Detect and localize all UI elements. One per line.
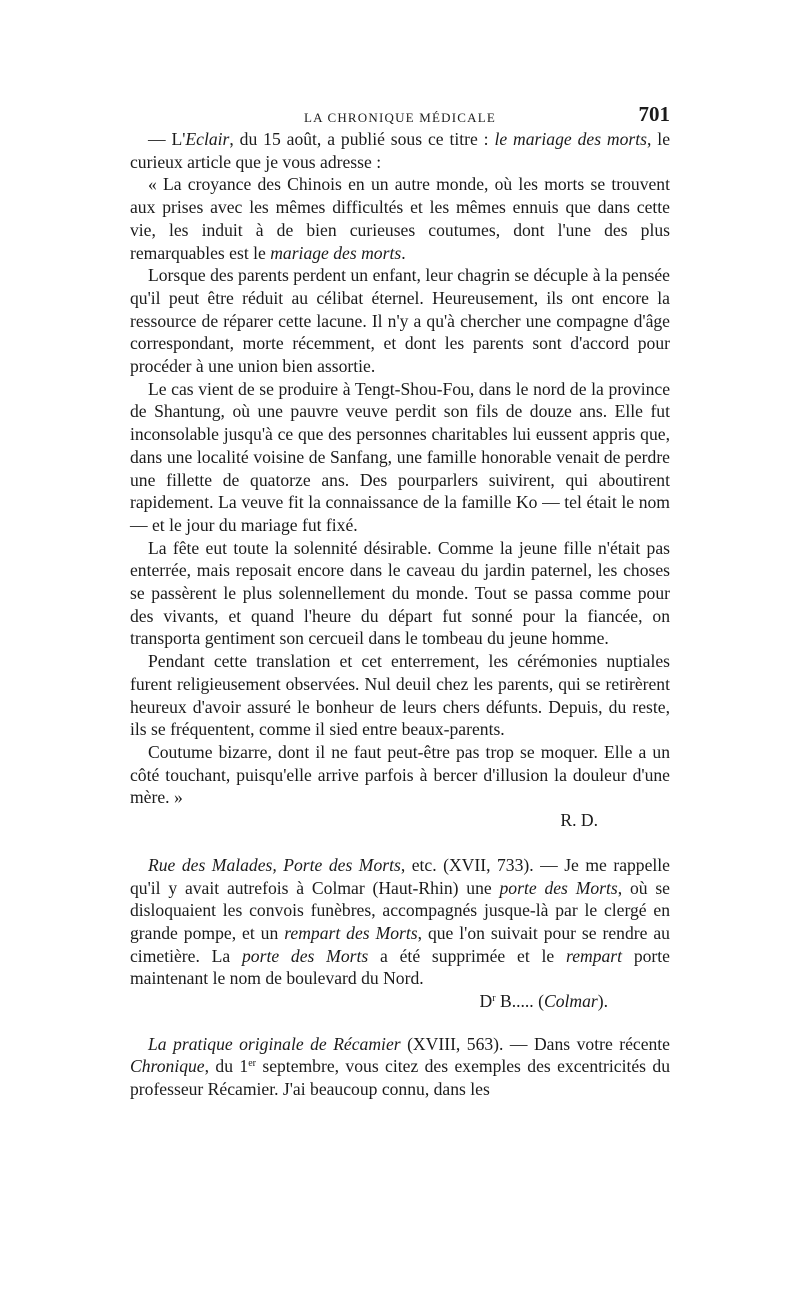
text-span: porte maintenant le nom de boulevard du Nord. bbox=[130, 945, 670, 989]
text-span: a été supprimée et le bbox=[368, 945, 566, 966]
text-span: , où se disloquaient les convois funèbres, accompagnés jusque-là par le clergé en grande pompe, et un bbox=[130, 877, 670, 943]
article1-quote-paragraph-4: La fête eut toute la solennité désirable. Comme la jeune fille n'était pas enterrée, mais reposait encore dans le caveau du jardin paternel, les choses se passèrent le plus solennellement du monde. Tout se passa comme pour des vivants, et quand l'heure du départ fut sonné pour la fiancée, on transporta gentiment son cercueil dans le tombeau du jeune homme. bbox=[130, 537, 670, 649]
italic-phrase: rempart bbox=[566, 945, 623, 966]
article-title: le mariage des morts bbox=[494, 129, 648, 149]
italic-phrase: porte des Morts bbox=[499, 877, 618, 898]
italic-phrase: rempart des Morts bbox=[284, 922, 418, 943]
text-span: D bbox=[479, 991, 493, 1012]
article1-quote-paragraph-5: Pendant cette translation et cet enterrement, les cérémonies nuptiales furent religieusement observées. Nul deuil chez les parents, qui se retirèrent heureux d'avoir assuré le bonheur de leurs chers défunts. Depuis, du reste, ils se fréquentent, comme il sied entre beaux-parents. bbox=[130, 651, 670, 740]
page-body bbox=[130, 128, 670, 1101]
superscript: r bbox=[492, 993, 496, 1005]
text-span: (XVIII, 563). — Dans votre récente bbox=[400, 1033, 670, 1054]
running-title: LA CHRONIQUE MÉDICALE bbox=[303, 110, 497, 125]
page-number: 701 bbox=[638, 102, 670, 126]
article2-paragraph bbox=[130, 854, 670, 990]
text-span: « La croyance des Chinois en un autre monde, où les morts se trouvent aux prises avec les mêmes difficultés et les mêmes ennuis que dans cette vie, les induit à de bien curieuses coutumes, dont l'une des plus remarquables est le bbox=[130, 174, 670, 263]
article1-quote-paragraph-1 bbox=[130, 173, 670, 264]
text-span: , que l'on suivait pour se rendre au cimetière. La bbox=[130, 922, 670, 966]
italic-phrase: porte des Morts bbox=[242, 945, 369, 966]
italic-phrase: mariage des morts bbox=[270, 242, 402, 263]
article1-quote-paragraph-3: Le cas vient de se produire à Tengt-Shou-Fou, dans le nord de la province de Shantung, où une pauvre veuve perdit son fils de douze ans. Elle fut inconsolable jusqu'à ce que des personnes charitables lui eussent appris que, dans une localité voisine de Sanfang, une famille honorable venait de perdre une fillette de quatorze ans. Des pourparlers suivirent, qui aboutirent rapidement. La veuve fit la connaissance de la famille Ko — tel était le nom — et le jour du mariage fut fixé. bbox=[130, 378, 670, 535]
text-span: , etc. (XVII, 733). — Je me rappelle qu'il y avait autrefois à Colmar (Haut-Rhin) une bbox=[130, 854, 670, 898]
text-span: . bbox=[401, 242, 406, 263]
text-span: , le curieux article que je vous adresse : bbox=[130, 129, 670, 172]
italic-phrase: Chronique bbox=[130, 1056, 205, 1077]
superscript: er bbox=[248, 1058, 256, 1070]
text-span: ). bbox=[597, 991, 608, 1012]
article3-title: La pratique originale de Récamier bbox=[148, 1033, 401, 1054]
article1-quote-paragraph-6: Coutume bizarre, dont il ne faut peut-être pas trop se moquer. Elle a un côté touchant, puisqu'elle arrive parfois à bercer d'illusion la douleur d'une mère. » bbox=[130, 741, 670, 808]
italic-place: Colmar bbox=[543, 991, 598, 1012]
text-span: — L' bbox=[148, 129, 186, 149]
article2-title: Rue des Malades, Porte des Morts bbox=[148, 854, 401, 875]
article2-signature bbox=[130, 990, 670, 1013]
article1-signature: R. D. bbox=[560, 810, 598, 831]
text-span: septembre, vous citez des exemples des excentricités du professeur Récamier. J'ai beaucoup connu, dans les bbox=[130, 1056, 670, 1100]
page-header bbox=[130, 100, 670, 130]
newspaper-title: Eclair bbox=[185, 129, 230, 149]
text-span: , du 1 bbox=[204, 1056, 249, 1077]
article1-intro-paragraph bbox=[130, 128, 670, 173]
article1-quote-paragraph-2: Lorsque des parents perdent un enfant, leur chagrin se décuple à la pensée qu'il peut être réduit au célibat éternel. Heureusement, ils ont encore la ressource de réparer cette lacune. Il n'y a qu'à chercher une compagne d'âge correspondant, morte récemment, et dont les parents sont d'accord pour procéder à une union bien assortie. bbox=[130, 265, 670, 377]
article3-paragraph bbox=[130, 1033, 670, 1101]
text-span: , du 15 août, a publié sous ce titre : bbox=[229, 129, 495, 149]
text-span: B..... ( bbox=[495, 991, 544, 1012]
